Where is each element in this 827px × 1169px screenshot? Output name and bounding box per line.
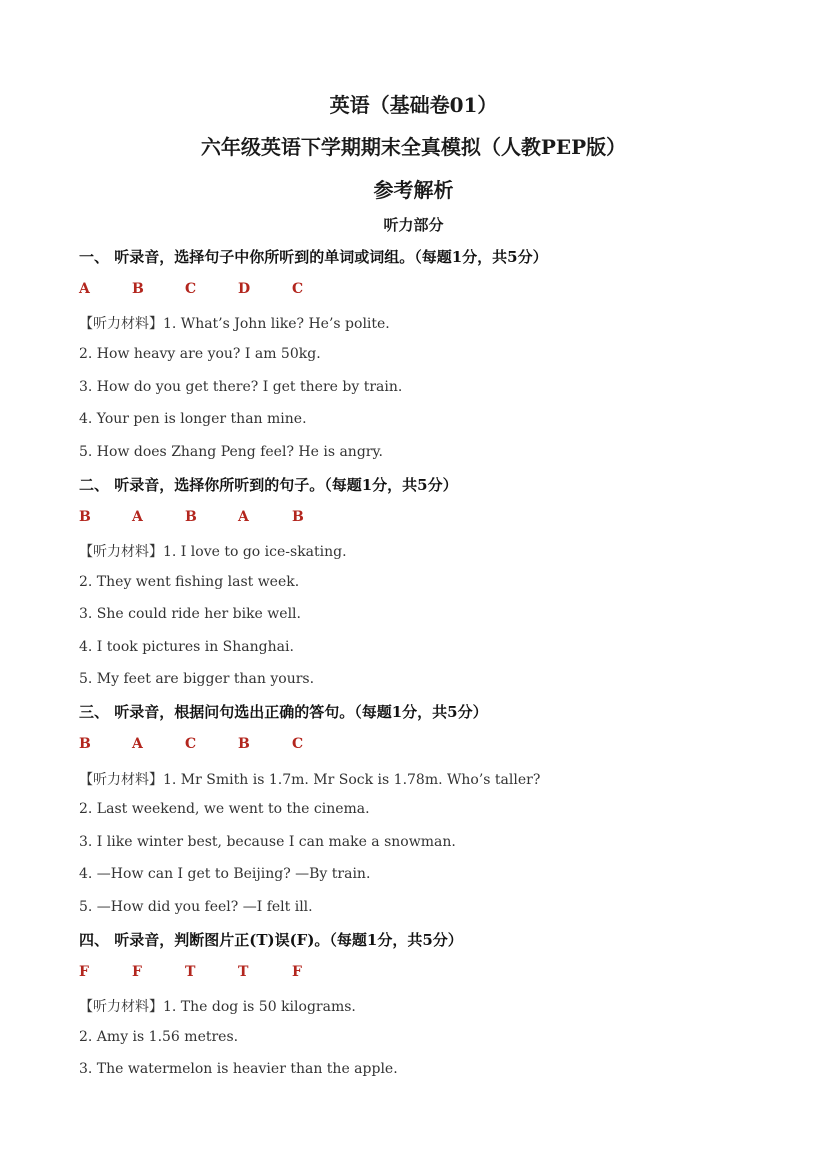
transcript-line: 5. How does Zhang Peng feel? He is angry.	[79, 444, 383, 460]
answer: A	[132, 509, 143, 525]
transcript-line: 3. The watermelon is heavier than the apple.	[79, 1061, 398, 1077]
transcript-line: 3. She could ride her bike well.	[79, 606, 301, 622]
transcript-line: 4. —How can I get to Beijing? —By train.	[79, 866, 371, 882]
answer: A	[132, 736, 143, 752]
transcript-line: 4. I took pictures in Shanghai.	[79, 639, 294, 655]
section-4-heading: 四、 听录音，判断图片正(T)误(F)。（每题1分，共5分）	[79, 931, 463, 949]
answer: T	[238, 964, 249, 980]
answer: F	[79, 964, 89, 980]
answer: A	[238, 509, 249, 525]
doc-subtitle: 六年级英语下学期期末全真模拟（人教PEP版）	[200, 135, 627, 159]
section-label: 参考解析	[373, 178, 454, 202]
section-1-heading: 一、 听录音，选择句子中你所听到的单词或词组。（每题1分，共5分）	[79, 248, 548, 266]
answer: A	[79, 281, 90, 297]
answer: C	[292, 281, 304, 297]
transcript-line: 3. How do you get there? I get there by train.	[79, 379, 403, 395]
transcript-line: 【听力材料】1. The dog is 50 kilograms.	[79, 999, 356, 1015]
answer: B	[79, 509, 91, 525]
transcript-line: 4. Your pen is longer than mine.	[79, 411, 307, 427]
answer: B	[238, 736, 250, 752]
transcript-line: 2. They went fishing last week.	[79, 574, 300, 590]
section-2-heading: 二、 听录音，选择你所听到的句子。（每题1分，共5分）	[79, 476, 458, 494]
answer: B	[185, 509, 197, 525]
answer: F	[132, 964, 142, 980]
transcript-line: 【听力材料】1. Mr Smith is 1.7m. Mr Sock is 1.78m. Who’s taller?	[79, 772, 541, 788]
part-label: 听力部分	[383, 216, 444, 234]
transcript-line: 5. —How did you feel? —I felt ill.	[79, 899, 313, 915]
transcript-line: 【听力材料】1. I love to go ice-skating.	[79, 544, 347, 560]
answer: D	[238, 281, 251, 297]
transcript-line: 【听力材料】1. What’s John like? He’s polite.	[79, 316, 390, 332]
transcript-line: 5. My feet are bigger than yours.	[79, 671, 315, 687]
answer: B	[132, 281, 144, 297]
section-3-heading: 三、 听录音，根据问句选出正确的答句。（每题1分，共5分）	[79, 703, 488, 721]
transcript-line: 2. How heavy are you? I am 50kg.	[79, 346, 321, 362]
answer: C	[185, 736, 197, 752]
answer: F	[292, 964, 302, 980]
transcript-line: 2. Last weekend, we went to the cinema.	[79, 801, 370, 817]
answer: C	[185, 281, 197, 297]
answer: C	[292, 736, 304, 752]
transcript-line: 2. Amy is 1.56 metres.	[79, 1029, 239, 1045]
transcript-line: 3. I like winter best, because I can make a snowman.	[79, 834, 456, 850]
doc-title: 英语（基础卷01）	[329, 93, 498, 117]
answer: B	[292, 509, 304, 525]
answer: B	[79, 736, 91, 752]
answer: T	[185, 964, 196, 980]
